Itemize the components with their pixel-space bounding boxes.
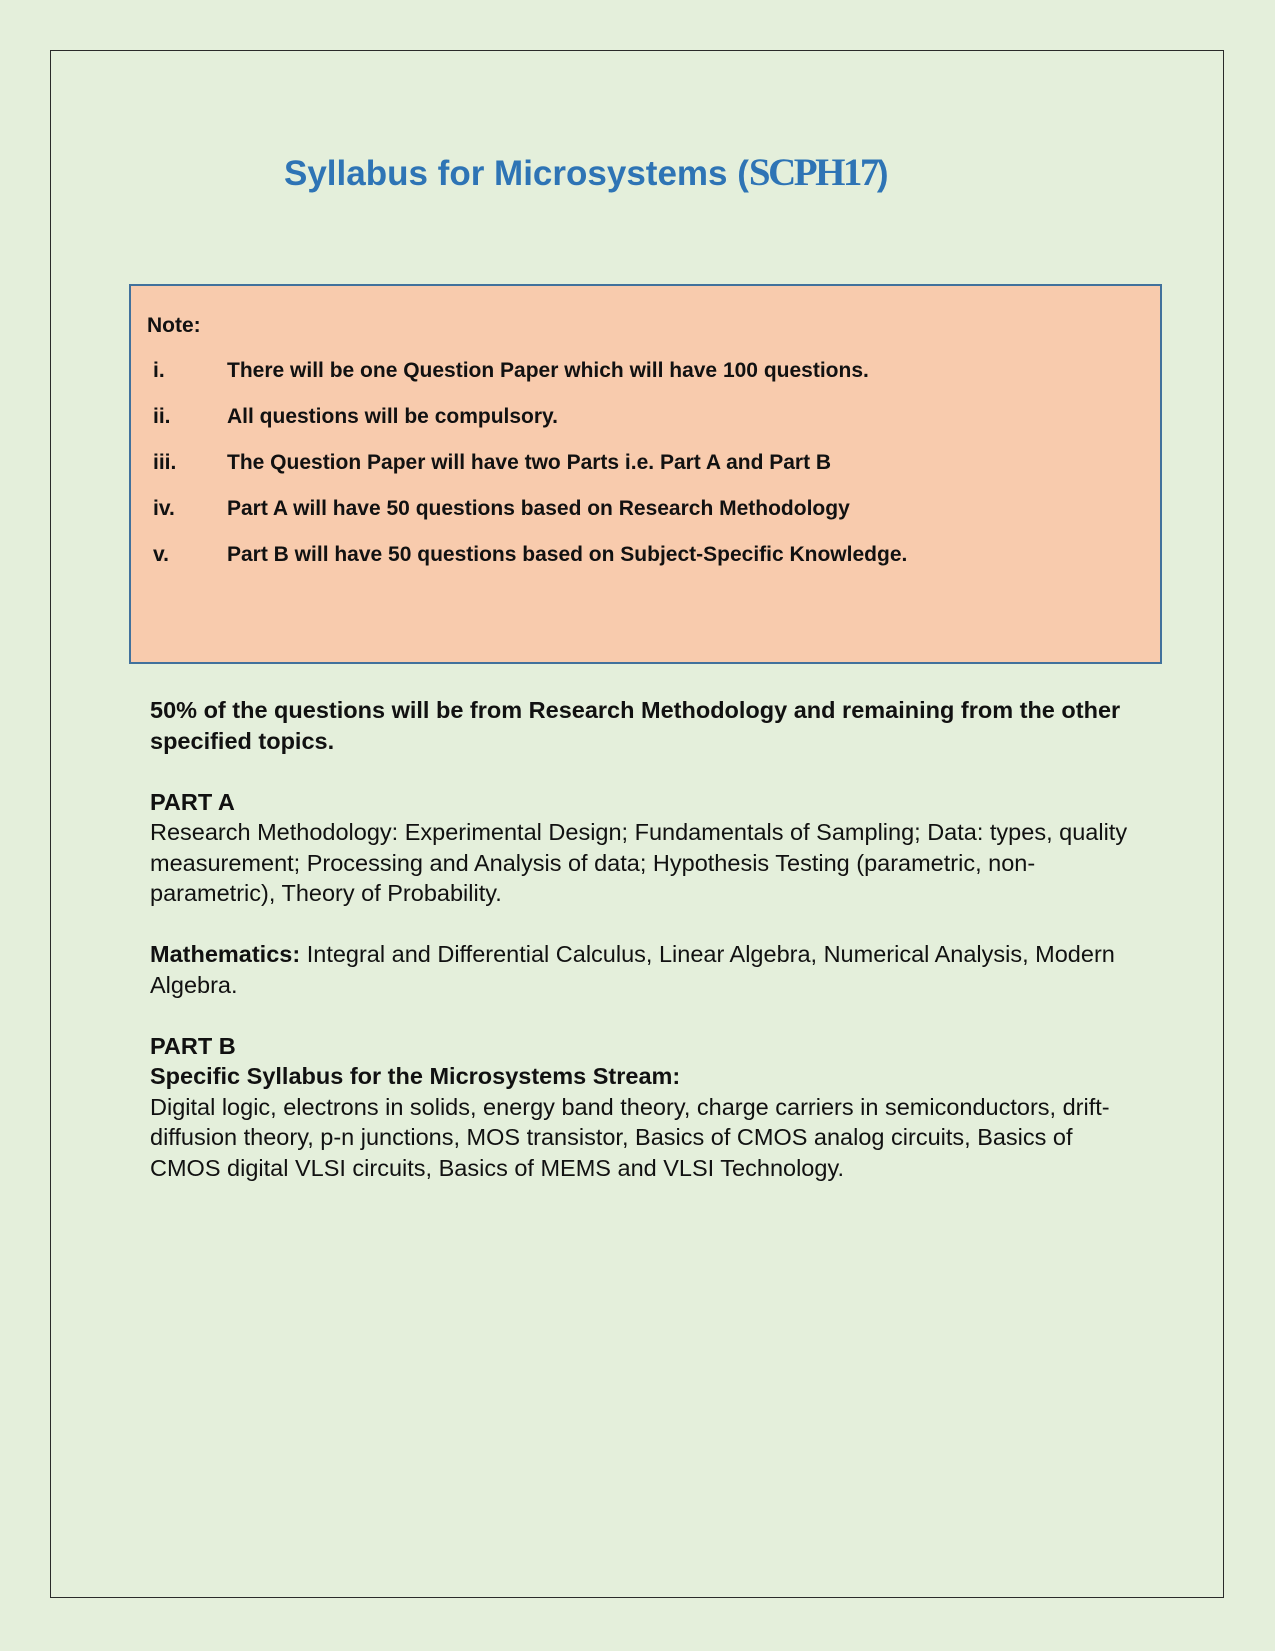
note-item-text: All questions will be compulsory. bbox=[227, 405, 558, 428]
mathematics-paragraph bbox=[150, 939, 1130, 1000]
document-title bbox=[284, 150, 889, 195]
note-item-text: The Question Paper will have two Parts i.e. Part A and Part B bbox=[227, 451, 832, 474]
spacer bbox=[150, 756, 1130, 787]
part-b-subheading: Specific Syllabus for the Microsystems Stream: bbox=[150, 1063, 681, 1089]
note-item-number: i. bbox=[153, 359, 165, 382]
note-item-text: There will be one Question Paper which will have 100 questions. bbox=[227, 359, 869, 382]
note-label: Note: bbox=[147, 314, 201, 337]
note-item-number: ii. bbox=[153, 405, 171, 428]
microsystems-syllabus-text: Digital logic, electrons in solids, energy band theory, charge carriers in semiconductors, drift-diffusion theory, p-n junctions, MOS transistor, Basics of CMOS analog circuits, Basics of CMOS digital VLSI circuits, Basics of MEMS and VLSI Technology. bbox=[150, 1093, 1110, 1181]
course-code: SCPH17 bbox=[748, 151, 877, 194]
intro-text: 50% of the questions will be from Research Methodology and remaining from the other specified topics. bbox=[150, 697, 1121, 754]
mathematics-label: Mathematics: bbox=[150, 941, 301, 967]
syllabus-content bbox=[150, 695, 1130, 1183]
part-a-heading: PART A bbox=[150, 788, 235, 815]
title-text: Syllabus for Microsystems ( bbox=[284, 154, 749, 193]
title-close: ) bbox=[876, 154, 889, 193]
note-item-text: Part B will have 50 questions based on Subject-Specific Knowledge. bbox=[227, 543, 908, 566]
note-box bbox=[129, 284, 1162, 664]
part-b-heading: PART B bbox=[150, 1032, 236, 1059]
note-item-number: iv. bbox=[153, 497, 175, 520]
spacer bbox=[150, 909, 1130, 940]
note-item-number: v. bbox=[153, 543, 169, 566]
spacer bbox=[150, 1000, 1130, 1031]
mathematics-text: Integral and Differential Calculus, Linear Algebra, Numerical Analysis, Modern Algebra. bbox=[150, 941, 1115, 998]
note-item-number: iii. bbox=[153, 451, 177, 474]
note-item-text: Part A will have 50 questions based on Research Methodology bbox=[227, 497, 850, 520]
research-methodology-text: Research Methodology: Experimental Design; Fundamentals of Sampling; Data: types, quality measurement; Processing and Analysis of data; Hypothesis Testing (parametric, non-parametric), Theory of Probability. bbox=[150, 819, 1128, 906]
